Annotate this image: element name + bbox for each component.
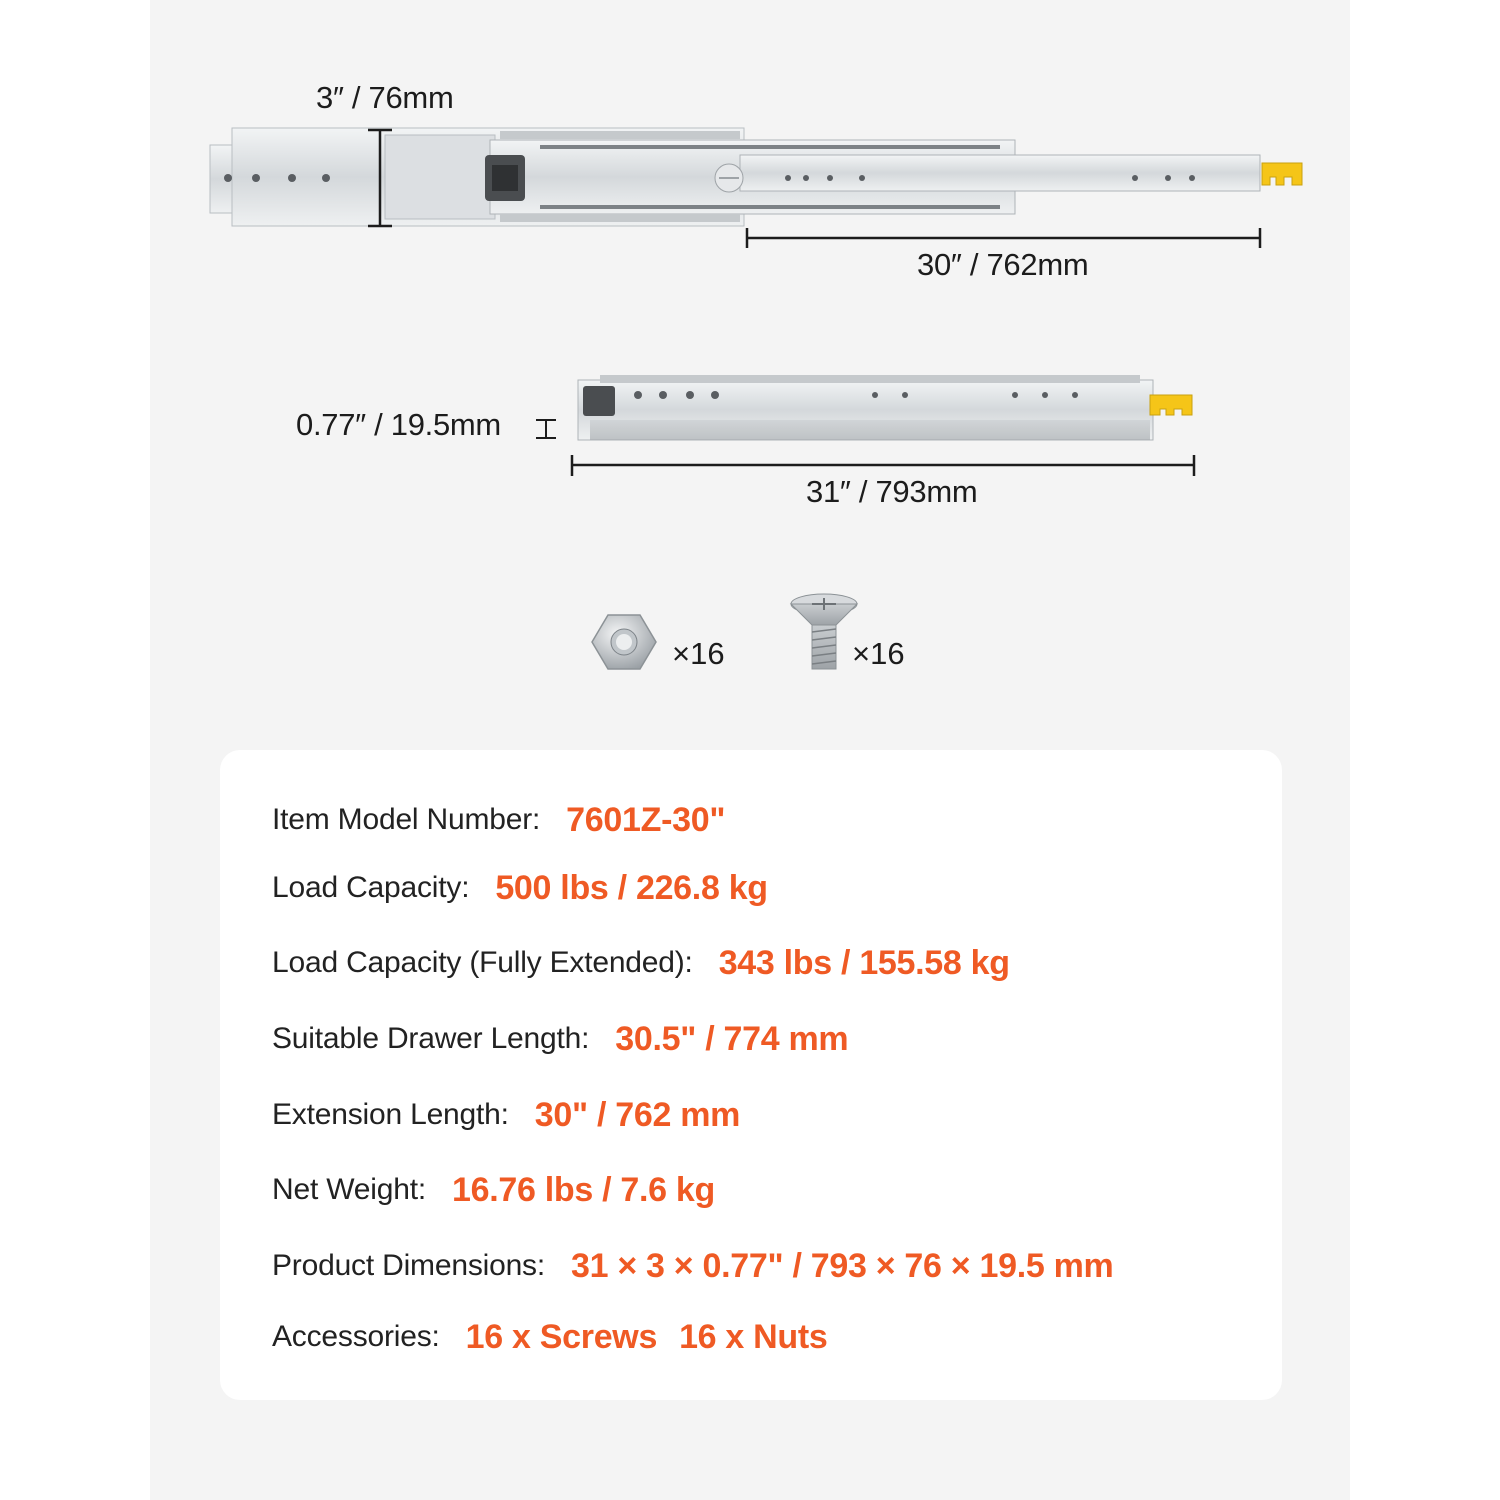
thickness-label: 0.77″ / 19.5mm <box>296 407 501 442</box>
spec-row-dimensions <box>272 1246 1113 1286</box>
spec-value: 30.5" / 774 mm <box>615 1019 849 1058</box>
spec-label: Load Capacity (Fully Extended): <box>272 946 693 979</box>
spec-row-drawer-length <box>272 1019 848 1059</box>
spec-value: 30" / 762 mm <box>534 1095 741 1134</box>
nut-quantity: ×16 <box>672 636 725 671</box>
spec-row-model <box>272 800 725 840</box>
spec-value-nuts: 16 x Nuts <box>679 1317 828 1356</box>
spec-value: 343 lbs / 155.58 kg <box>718 943 1010 982</box>
spec-value: 7601Z-30" <box>566 800 726 839</box>
spec-value: 500 lbs / 226.8 kg <box>495 868 768 907</box>
extended-rail <box>210 128 1302 226</box>
spec-label: Suitable Drawer Length: <box>272 1022 590 1055</box>
width-label: 3″ / 76mm <box>316 80 454 115</box>
length-dimension-line <box>572 455 1194 476</box>
spec-row-load-extended <box>272 943 1010 983</box>
hex-nut-icon <box>592 615 656 669</box>
spec-row-extension-length <box>272 1095 740 1135</box>
spec-row-net-weight <box>272 1170 715 1210</box>
product-illustration <box>0 0 1500 720</box>
extension-dimension-line <box>747 228 1260 248</box>
spec-label: Product Dimensions: <box>272 1249 545 1282</box>
spec-row-accessories <box>272 1317 828 1357</box>
spec-row-load-capacity <box>272 868 768 908</box>
spec-label: Load Capacity: <box>272 871 470 904</box>
rail-length-label: 31″ / 793mm <box>806 474 978 509</box>
countersunk-screw-icon <box>791 594 857 669</box>
thickness-dimension-line <box>536 420 556 438</box>
spec-label: Extension Length: <box>272 1098 509 1131</box>
spec-label: Item Model Number: <box>272 803 541 836</box>
extension-length-label: 30″ / 762mm <box>917 247 1089 282</box>
spec-value: 16.76 lbs / 7.6 kg <box>451 1170 715 1209</box>
spec-label: Accessories: <box>272 1320 440 1353</box>
spec-label: Net Weight: <box>272 1173 426 1206</box>
screw-quantity: ×16 <box>852 636 905 671</box>
spec-value-screws: 16 x Screws <box>465 1317 658 1356</box>
spec-card <box>220 750 1282 1400</box>
spec-value: 31 × 3 × 0.77" / 793 × 76 × 19.5 mm <box>570 1246 1114 1285</box>
closed-rail <box>578 375 1192 440</box>
